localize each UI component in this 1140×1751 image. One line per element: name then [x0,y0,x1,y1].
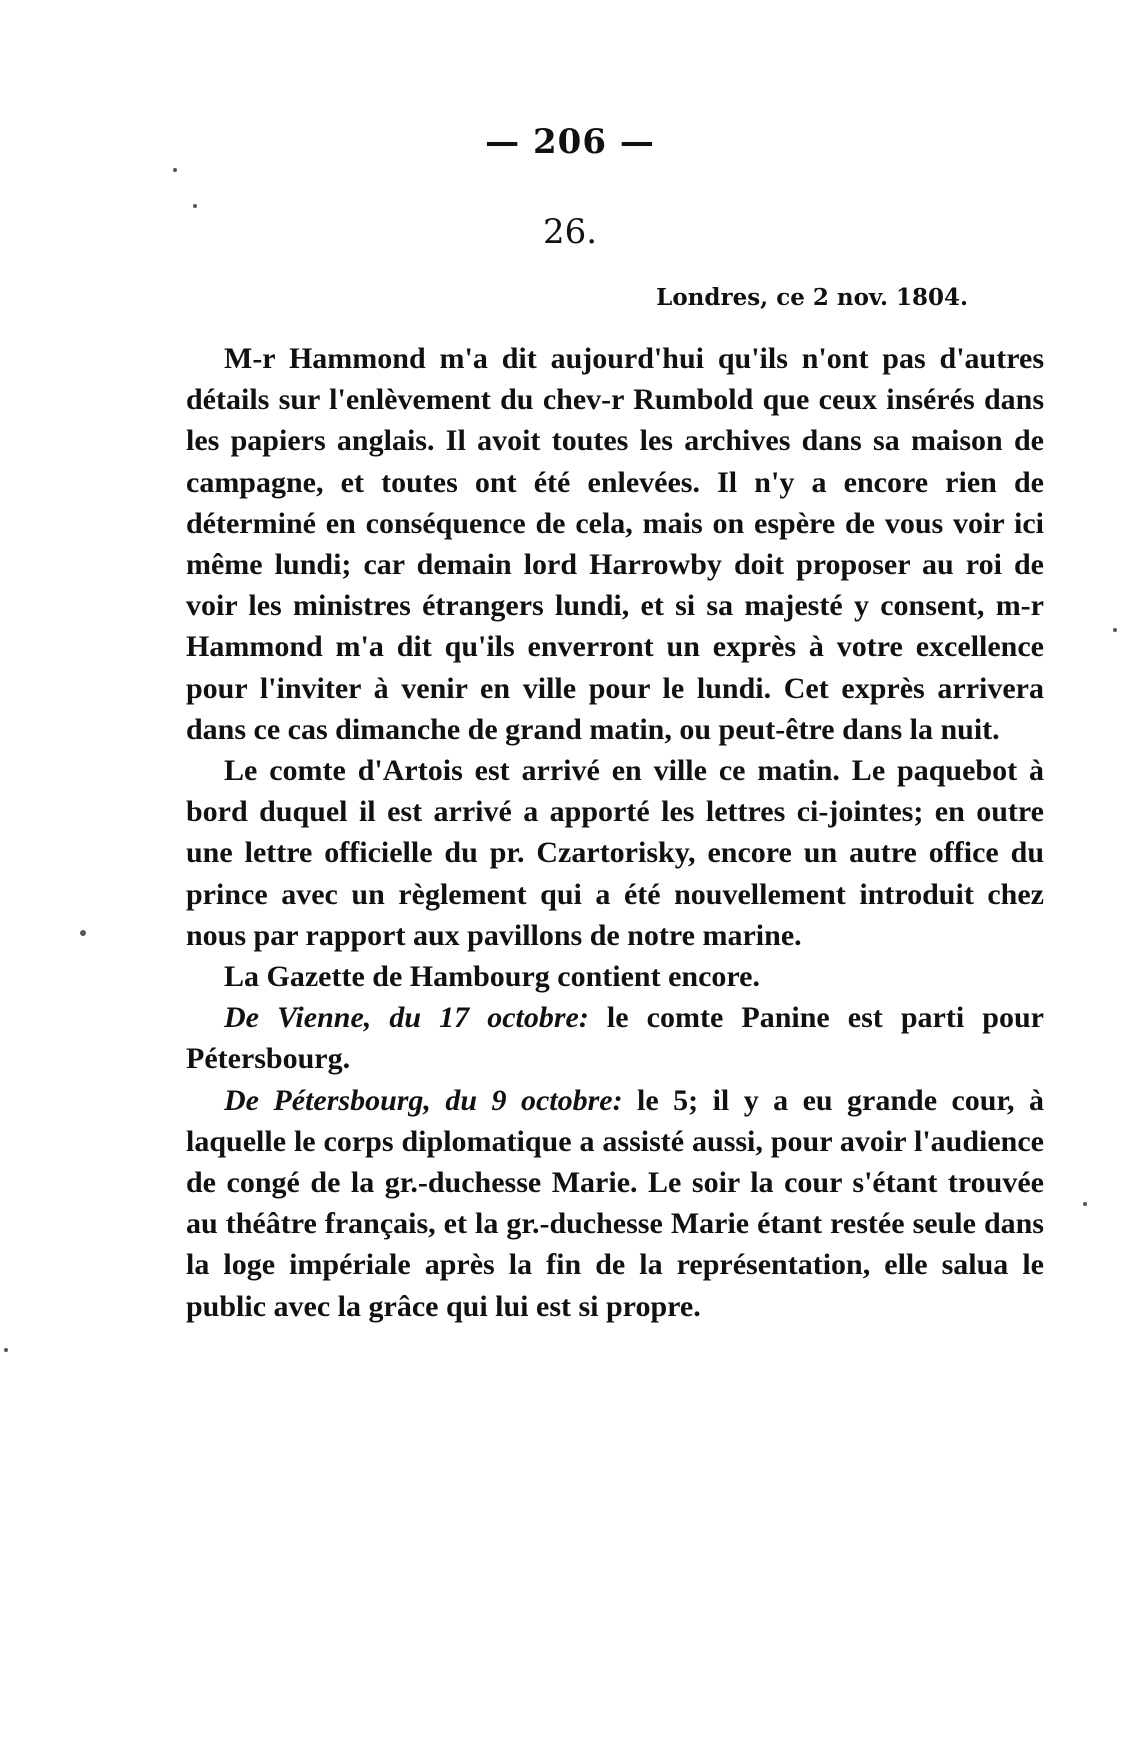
paragraph-2 [186,750,1044,956]
paragraph-1 [186,338,1044,750]
paragraph-1-text: M-r Hammond m'a dit aujourd'hui qu'ils n'ont pas d'autres détails sur l'enlèvement du chev-r Rumbold que ceux insérés dans les papiers anglais. Il avoit toutes les archives dans sa maison de campagne, et toutes ont été enlevées. Il n'y a encore rien de déterminé en conséquence de cela, mais on espère de vous voir ici même lundi; car demain lord Harrowby doit proposer au roi de voir les ministres étrangers lundi, et si sa majesté y consent, m-r Hammond m'a dit qu'ils enverront un exprès à votre excellence pour l'inviter à venir en ville pour le lundi. Cet exprès arrivera dans ce cas dimanche de grand matin, ou peut-être dans la nuit. [186,342,1044,746]
paragraph-3 [186,956,1044,997]
paragraph-2-text: Le comte d'Artois est arrivé en ville ce matin. Le paquebot à bord duquel il est arrivé a apporté les lettres ci-jointes; en outre une lettre officielle du pr. Czartorisky, encore un autre office du prince avec un règlement qui a été nouvellement introduit chez nous par rapport aux pavillons de notre marine. [186,754,1044,952]
scan-speck [173,168,177,172]
paragraph-5 [186,1080,1044,1327]
scan-speck [1083,1202,1087,1206]
paragraph-4-lead: De Vienne, du 17 octobre: [224,1001,589,1035]
scan-speck [80,930,86,936]
paragraph-5-lead: De Pétersbourg, du 9 octobre: [224,1083,623,1117]
letter-body [186,338,1044,1327]
paragraph-4 [186,997,1044,1079]
paragraph-4-text: le comte Panine est parti pour Pétersbourg. [186,1001,1044,1076]
page-number: — 206 — [485,122,655,162]
scan-speck [193,204,197,208]
dateline: Londres, ce 2 nov. 1804. [656,284,968,311]
paragraph-5-text: le 5; il y a eu grande cour, à laquelle le corps diplomatique a assisté aussi, pour avoir l'audience de congé de la gr.-duchesse Marie. Le soir la cour s'étant trouvée au théâtre français, et la gr.-duchesse Marie étant restée seule dans la loge impériale après la fin de la représentation, elle salua le public avec la grâce qui lui est si propre. [186,1083,1045,1323]
scan-speck [4,1348,8,1352]
paragraph-3-text: La Gazette de Hambourg contient encore. [224,960,761,994]
scan-speck [1113,628,1117,632]
letter-number: 26. [542,212,598,252]
